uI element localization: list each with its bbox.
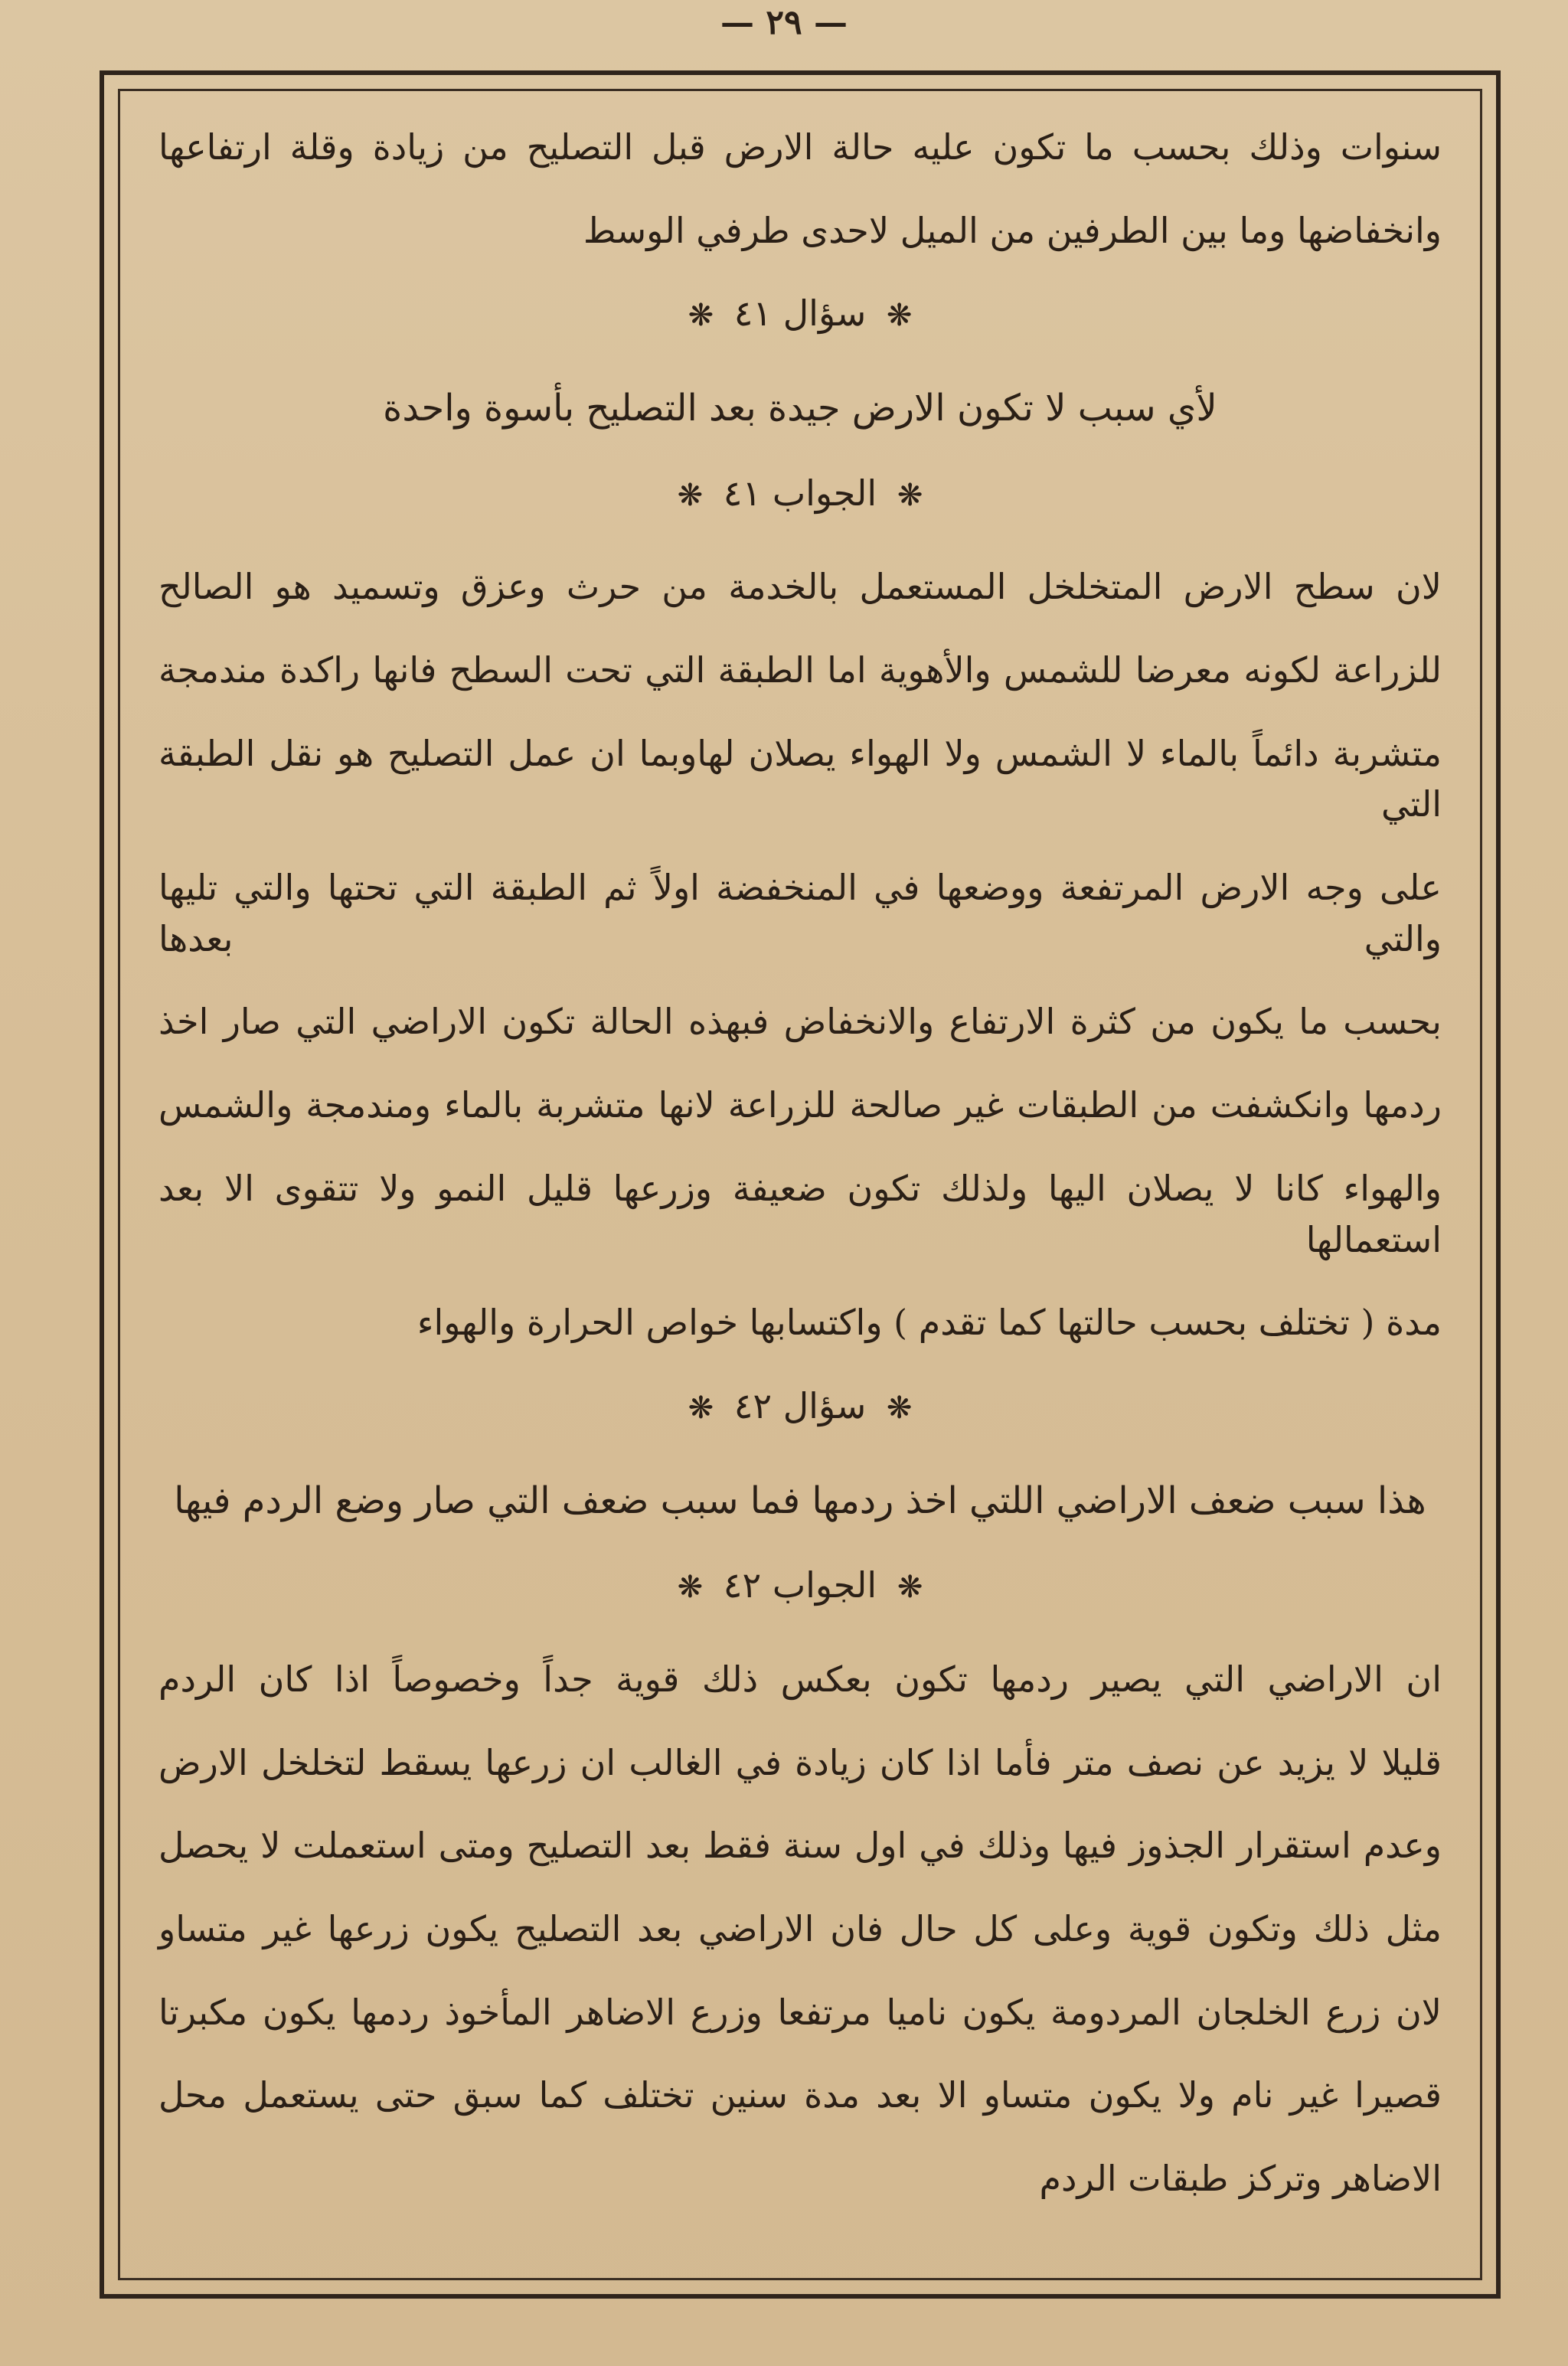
answer-41-line: والهواء كانا لا يصلان اليها ولذلك تكون ضعيفة وزرعها قليل النمو ولا تتقوى الا بعد استعمالها	[158, 1167, 1442, 1260]
ornament-icon: ❋	[677, 1570, 704, 1606]
page-content	[158, 122, 1442, 2204]
answer-41-line: للزراعة لكونه معرضا للشمس والأهوية اما الطبقة التي تحت السطح فانها راكدة مندمجة	[158, 649, 1442, 691]
answer-42-heading	[158, 1560, 1442, 1611]
ornament-icon: ❋	[897, 477, 923, 513]
answer-41-line: مدة ( تختلف بحسب حالتها كما تقدم ) واكتسابها خواص الحرارة والهواء	[416, 1302, 1442, 1344]
answer-42-line: ان الاراضي التي يصير ردمها تكون بعكس ذلك قوية جداً وخصوصاً اذا كان الردم	[158, 1658, 1442, 1700]
question-42-heading-text: سؤال ٤٢	[733, 1384, 867, 1426]
answer-41-line: متشربة دائماً بالماء لا الشمس ولا الهواء يصلان لهاوبما ان عمل التصليح هو نقل الطبقة التي	[158, 732, 1442, 825]
answer-41-line: على وجه الارض المرتفعة ووضعها في المنخفضة اولاً ثم الطبقة التي تحتها والتي تليها والتي بعدها	[158, 867, 1442, 959]
ornament-icon: ❋	[688, 298, 714, 334]
answer-42-line: لان زرع الخلجان المردومة يكون ناميا مرتفعا وزرع الاضاهر المأخوذ ردمها يكون مكبرتا	[158, 1991, 1442, 2033]
answer-42-line: قصيرا غير نام ولا يكون متساو الا بعد مدة سنين تختلف كما سبق حتى يستعمل محل	[158, 2074, 1442, 2116]
question-41-heading-text: سؤال ٤١	[733, 292, 867, 335]
page-frame-inner	[118, 89, 1482, 2280]
question-41-heading	[158, 288, 1442, 339]
ornament-icon: ❋	[886, 298, 913, 334]
answer-41-line: ردمها وانكشفت من الطبقات غير صالحة للزراعة لانها متشربة بالماء ومندمجة والشمس	[158, 1084, 1442, 1126]
answer-42-line: مثل ذلك وتكون قوية وعلى كل حال فان الاراضي بعد التصليح يكون زرعها غير متساو	[158, 1907, 1442, 1949]
answer-42-line: وعدم استقرار الجذوز فيها وذلك في اول سنة فقط بعد التصليح ومتى استعملت لا يحصل	[158, 1825, 1442, 1867]
ornament-icon: ❋	[897, 1570, 923, 1606]
page-number: — ٢٩ —	[720, 3, 848, 42]
answer-42-line: الاضاهر وتركز طبقات الردم	[1039, 2158, 1442, 2199]
answer-41-line: لان سطح الارض المتخلخل المستعمل بالخدمة من حرث وعزق وتسميد هو الصالح	[158, 566, 1442, 608]
text-line: وانخفاضها وما بين الطرفين من الميل لاحدى طرفي الوسط	[583, 209, 1442, 251]
ornament-icon: ❋	[677, 477, 704, 513]
ornament-icon: ❋	[688, 1390, 714, 1426]
answer-41-line: بحسب ما يكون من كثرة الارتفاع والانخفاض فبهذه الحالة تكون الاراضي التي صار اخذ	[158, 1001, 1442, 1043]
answer-42-line: قليلا لا يزيد عن نصف متر فأما اذا كان زيادة في الغالب ان زرعها يسقط لتخلخل الارض	[158, 1741, 1442, 1783]
question-42-heading	[158, 1381, 1442, 1432]
question-41-text: لأي سبب لا تكون الارض جيدة بعد التصليح بأسوة واحدة	[383, 387, 1217, 430]
answer-41-heading-text: الجواب ٤١	[723, 472, 877, 514]
answer-42-heading-text: الجواب ٤٢	[723, 1564, 877, 1606]
ornament-icon: ❋	[886, 1390, 913, 1426]
text-line: سنوات وذلك بحسب ما تكون عليه حالة الارض قبل التصليح من زيادة وقلة ارتفاعها	[158, 126, 1442, 168]
question-42-text: هذا سبب ضعف الاراضي اللتي اخذ ردمها فما سبب ضعف التي صار وضع الردم فيها	[174, 1479, 1426, 1522]
page-frame-outer	[100, 70, 1501, 2299]
answer-41-heading	[158, 468, 1442, 519]
